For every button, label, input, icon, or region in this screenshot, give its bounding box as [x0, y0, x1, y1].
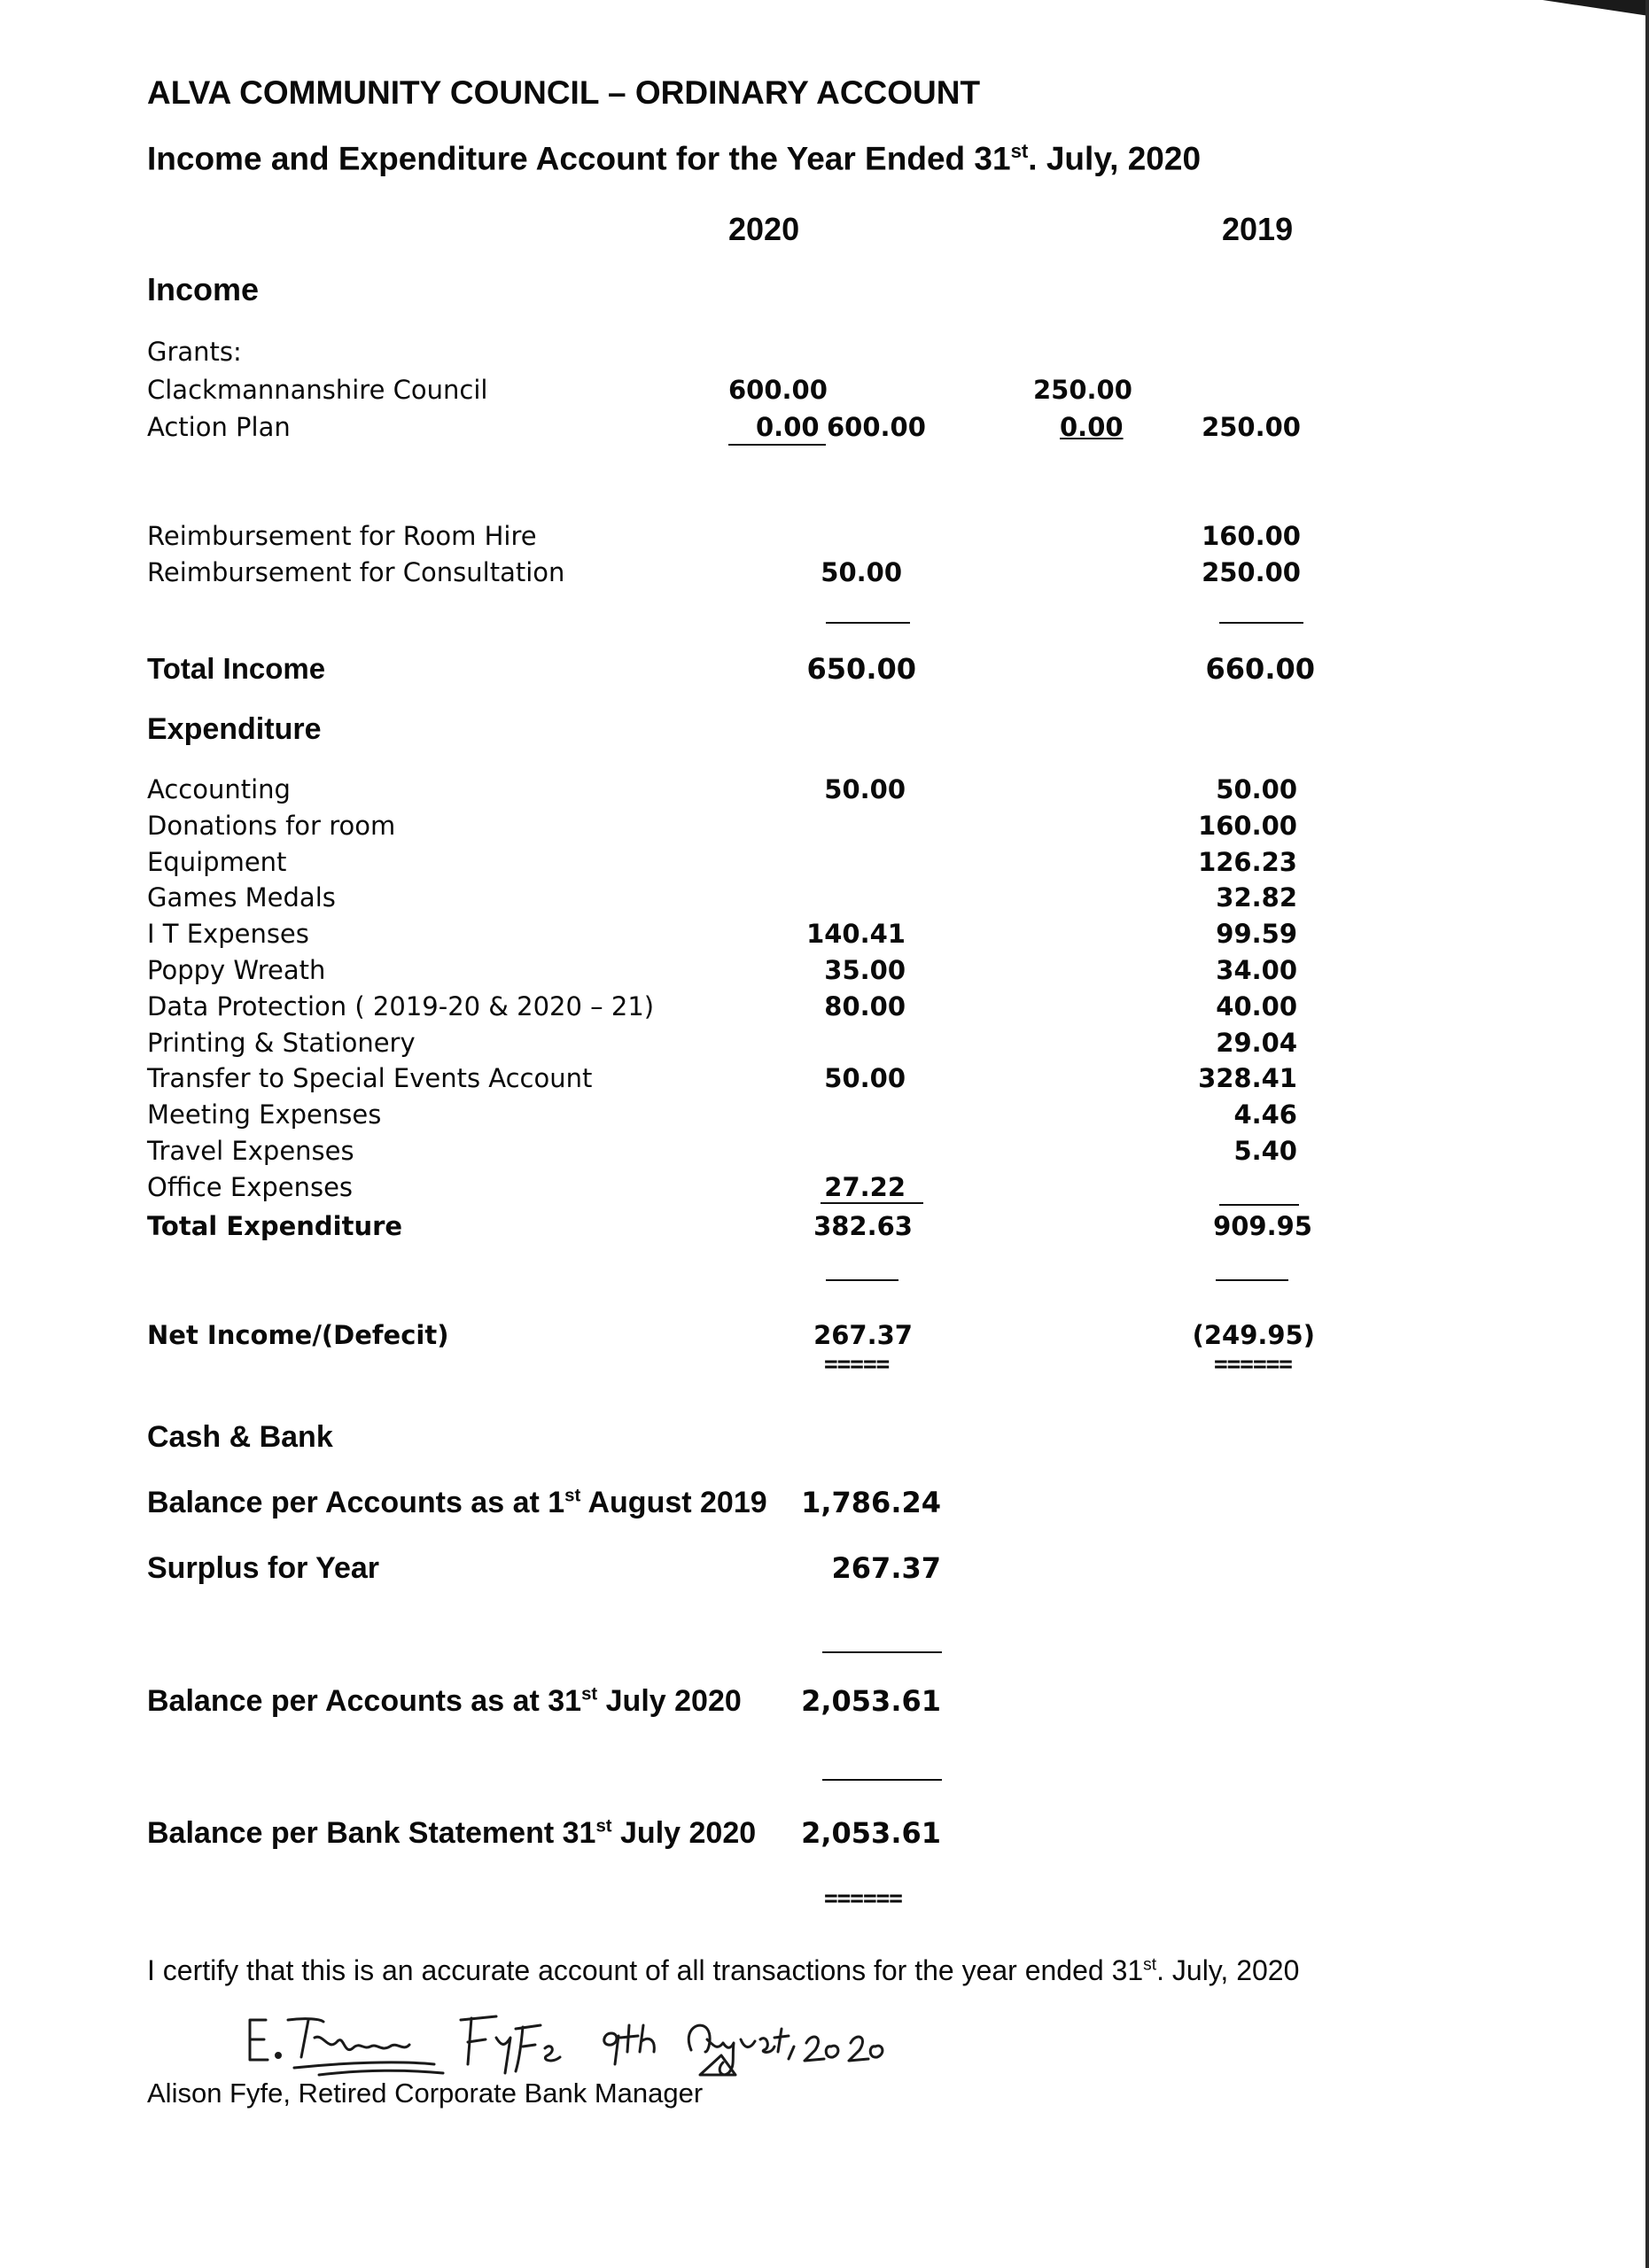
- net-income-label: Net Income/(Defecit): [147, 1320, 449, 1350]
- certification-statement: I certify that this is an accurate account of all transactions for the year ended 31st. July, 2020: [147, 1954, 1300, 1986]
- total-expenditure-current: 382.63: [813, 1211, 913, 1241]
- expenditure-item-label: Games Medals: [147, 882, 336, 913]
- grant-prior-sub: 250.00: [1033, 375, 1132, 405]
- expenditure-item-label: Printing & Stationery: [147, 1028, 416, 1058]
- income-item-current: 50.00: [821, 557, 902, 587]
- grant-label: Action Plan: [147, 412, 291, 442]
- cash-rule: [822, 1651, 942, 1653]
- expenditure-item-prior: 34.00: [1216, 955, 1297, 985]
- income-item-label: Reimbursement for Consultation: [147, 557, 565, 587]
- document-title: ALVA COMMUNITY COUNCIL – ORDINARY ACCOUNT: [147, 74, 981, 111]
- prior-office-rule: [1219, 1204, 1299, 1206]
- expenditure-item-prior: 5.40: [1233, 1136, 1297, 1166]
- column-header-2020: 2020: [728, 211, 800, 247]
- closing-balance-label: Balance per Accounts as at 31st July 2020: [147, 1684, 742, 1718]
- expenditure-item-label: Travel Expenses: [147, 1136, 354, 1166]
- expenditure-item-prior: 32.82: [1216, 882, 1297, 913]
- expenditure-item-label: Poppy Wreath: [147, 955, 326, 985]
- expenditure-item-current: 140.41: [806, 919, 906, 949]
- total-income-label: Total Income: [147, 652, 326, 685]
- expenditure-item-label: Transfer to Special Events Account: [147, 1063, 593, 1093]
- income-item-prior: 250.00: [1202, 557, 1301, 587]
- expenditure-item-prior: 40.00: [1216, 991, 1297, 1021]
- cash-bank-heading: Cash & Bank: [147, 1420, 333, 1454]
- grant-current-total: 600.00: [827, 412, 926, 442]
- surplus-value: 267.37: [831, 1551, 941, 1585]
- expenditure-item-current: 35.00: [824, 955, 906, 985]
- expenditure-item-prior: 4.46: [1233, 1099, 1297, 1130]
- total-expenditure-prior: 909.95: [1213, 1211, 1312, 1241]
- expenditure-item-prior: 160.00: [1198, 811, 1297, 841]
- expenditure-item-current: 50.00: [824, 774, 906, 804]
- grants-label: Grants:: [147, 337, 242, 367]
- expenditure-item-label: Equipment: [147, 847, 287, 877]
- total-income-current: 650.00: [806, 652, 916, 686]
- signature: [239, 1993, 948, 2091]
- expenditure-item-label: Accounting: [147, 774, 291, 804]
- expenditure-heading: Expenditure: [147, 712, 322, 746]
- net-double-rule: =====: [824, 1351, 890, 1378]
- total-expenditure-label: Total Expenditure: [147, 1211, 403, 1241]
- expenditure-item-prior: 328.41: [1198, 1063, 1297, 1093]
- grant-current-sub: 0.00: [756, 412, 820, 442]
- surplus-label: Surplus for Year: [147, 1551, 380, 1585]
- grant-label: Clackmannanshire Council: [147, 375, 488, 405]
- document-subtitle: Income and Expenditure Account for the Year Ended 31st. July, 2020: [147, 140, 1202, 177]
- expenditure-item-current: 80.00: [824, 991, 906, 1021]
- total-income-prior: 660.00: [1205, 652, 1315, 686]
- income-item-prior: 160.00: [1202, 521, 1301, 551]
- bank-balance-value: 2,053.61: [801, 1816, 941, 1850]
- grant-current-sub: 600.00: [728, 375, 828, 405]
- current-office-underline: [821, 1202, 923, 1204]
- net-double-rule: ======: [1214, 1351, 1292, 1378]
- bank-double-rule: ======: [824, 1885, 902, 1912]
- expenditure-item-current: 50.00: [824, 1063, 906, 1093]
- grant-prior-total: 250.00: [1202, 412, 1301, 442]
- signatory-name: Alison Fyfe, Retired Corporate Bank Manager: [147, 2078, 704, 2109]
- scan-corner-mark: [1543, 0, 1649, 16]
- expenditure-item-current: 27.22: [824, 1172, 906, 1202]
- opening-balance-value: 1,786.24: [801, 1486, 941, 1519]
- net-income-prior: (249.95): [1192, 1320, 1315, 1350]
- expenditure-total-rule: [826, 1279, 898, 1281]
- expenditure-item-label: Data Protection ( 2019-20 & 2020 – 21): [147, 991, 655, 1021]
- closing-balance-value: 2,053.61: [801, 1684, 941, 1718]
- expenditure-item-prior: 50.00: [1216, 774, 1297, 804]
- expenditure-total-rule: [1216, 1279, 1288, 1281]
- bank-balance-label: Balance per Bank Statement 31st July 2020: [147, 1816, 757, 1850]
- scan-edge-mark: [1645, 0, 1649, 2268]
- expenditure-item-label: I T Expenses: [147, 919, 309, 949]
- expenditure-item-prior: 99.59: [1216, 919, 1297, 949]
- expenditure-item-prior: 29.04: [1216, 1028, 1297, 1058]
- expenditure-item-prior: 126.23: [1198, 847, 1297, 877]
- expenditure-item-label: Meeting Expenses: [147, 1099, 382, 1130]
- expenditure-item-label: Donations for room: [147, 811, 396, 841]
- income-heading: Income: [147, 271, 260, 307]
- grant-underline: [728, 444, 826, 446]
- opening-balance-label: Balance per Accounts as at 1st August 2019: [147, 1486, 767, 1519]
- grant-prior-sub: 0.00: [1060, 412, 1124, 442]
- income-item-label: Reimbursement for Room Hire: [147, 521, 537, 551]
- expenditure-item-label: Office Expenses: [147, 1172, 354, 1202]
- cash-rule: [822, 1779, 942, 1781]
- income-subtotal-rule: [1219, 622, 1303, 624]
- column-header-2019: 2019: [1222, 211, 1294, 247]
- net-income-current: 267.37: [813, 1320, 913, 1350]
- income-subtotal-rule: [826, 622, 910, 624]
